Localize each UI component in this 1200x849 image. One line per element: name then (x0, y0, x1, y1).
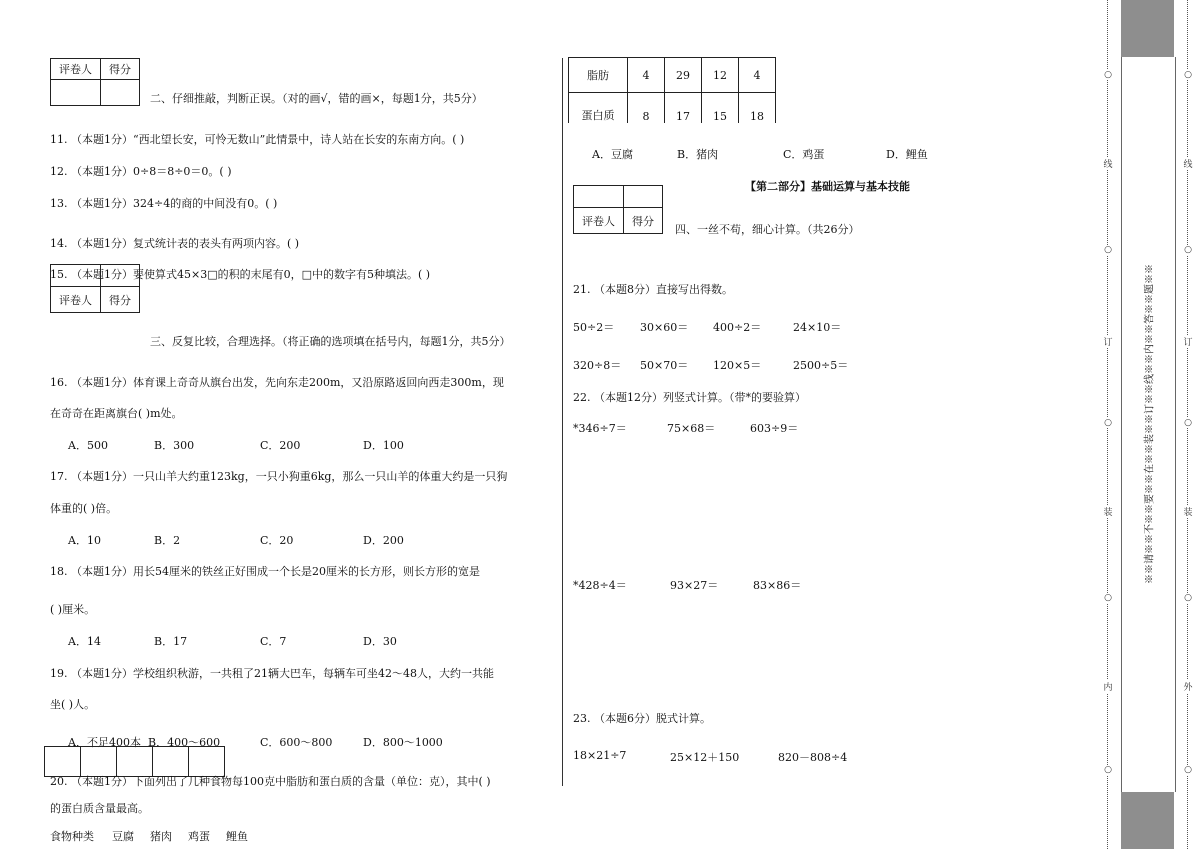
binding-label: 线 (1181, 157, 1195, 170)
food-header-tofu: 豆腐 (112, 830, 134, 843)
option-c[interactable]: C．7 (260, 635, 287, 648)
option-a[interactable]: A．豆腐 (592, 148, 633, 161)
calc-item: 120×5＝ (713, 359, 762, 372)
score-box-section3 (50, 264, 140, 313)
binding-circle: ○ (1101, 593, 1115, 603)
reviewer-label: 评卷人 (574, 208, 624, 234)
calc-item: 2500÷5＝ (793, 359, 849, 372)
calc-item: 93×27＝ (670, 579, 719, 592)
question-19-line2: 坐( )人。 (50, 698, 96, 711)
protein-label: 蛋白质 (569, 93, 628, 123)
score-label: 得分 (101, 287, 140, 313)
food-nutrition-table: 脂肪 4 29 12 4 蛋白质 8 17 15 18 (568, 57, 776, 123)
binding-label: 内 (1101, 680, 1115, 693)
binding-gray-top (1121, 0, 1174, 57)
calc-item: 30×60＝ (640, 321, 689, 334)
score-cell[interactable] (101, 265, 140, 287)
option-b[interactable]: B．2 (154, 534, 181, 547)
option-b[interactable]: B．17 (154, 635, 188, 648)
reviewer-cell[interactable] (574, 186, 624, 208)
question-18-line2: ( )厘米。 (50, 603, 96, 616)
binding-circle: ○ (1181, 70, 1195, 80)
option-c[interactable]: C．200 (260, 439, 301, 452)
question-18-line1: 18. （本题1分）用长54厘米的铁丝正好围成一个长是20厘米的长方形，则长方形的宽是 (50, 565, 480, 578)
calc-item: 50÷2＝ (573, 321, 615, 334)
calc-item: 83×86＝ (753, 579, 802, 592)
score-box-section2 (50, 58, 140, 106)
score-cell[interactable] (624, 186, 663, 208)
option-c[interactable]: C．600～800 (260, 736, 333, 749)
option-a[interactable]: A．10 (68, 534, 101, 547)
question-16-line2: 在奇奇在距离旗台( )m处。 (50, 407, 183, 420)
option-d[interactable]: D．100 (363, 439, 404, 452)
section2-title: 二、仔细推敲，判断正误。（对的画√，错的画×，每题1分，共5分） (150, 92, 483, 105)
food-header-egg: 鸡蛋 (188, 830, 210, 843)
question-16-line1: 16. （本题1分）体育课上奇奇从旗台出发，先向东走200m，又沿原路返回向西走300m，现 (50, 376, 504, 389)
option-d[interactable]: D．鲤鱼 (886, 148, 928, 161)
binding-label: 订 (1101, 335, 1115, 348)
question-20-line1: 20. （本题1分）下面列出了几种食物每100克中脂肪和蛋白质的含量（单位：克），其中( ) (50, 775, 491, 788)
binding-label: 订 (1181, 335, 1195, 348)
binding-label: 装 (1181, 505, 1195, 518)
binding-circle: ○ (1101, 418, 1115, 428)
calc-item: 75×68＝ (667, 422, 716, 435)
calc-item: 320÷8＝ (573, 359, 622, 372)
inner-binding-line (1101, 0, 1115, 849)
question-17-line1: 17. （本题1分）一只山羊大约重123kg，一只小狗重6kg，那么一只山羊的体重大约是一只狗 (50, 470, 508, 483)
binding-label: 装 (1101, 505, 1115, 518)
part2-title: 【第二部分】基础运算与基本技能 (745, 180, 910, 193)
score-cell[interactable] (101, 80, 140, 106)
binding-label: 线 (1101, 157, 1115, 170)
binding-notice: ※※请※※不※※要※※在※※装※※订※※线※※内※※答※※题※※ (1144, 264, 1156, 584)
option-b[interactable]: B．猪肉 (677, 148, 719, 161)
fat-label: 脂肪 (569, 58, 628, 93)
reviewer-cell[interactable] (51, 265, 101, 287)
calc-item: 25×12＋150 (670, 751, 740, 764)
binding-circle: ○ (1101, 765, 1115, 775)
question-11: 11. （本题1分）“西北望长安，可怜无数山”此情景中，诗人站在长安的东南方向。( ) (50, 133, 465, 146)
column-divider (562, 58, 563, 786)
food-header-category: 食物种类 (50, 830, 94, 843)
option-b[interactable]: B．300 (154, 439, 195, 452)
score-label: 得分 (101, 59, 140, 80)
calc-item: 50×70＝ (640, 359, 689, 372)
reviewer-cell[interactable] (51, 80, 101, 106)
option-d[interactable]: D．30 (363, 635, 397, 648)
score-label: 得分 (624, 208, 663, 234)
question-23-title: 23. （本题6分）脱式计算。 (573, 712, 711, 725)
option-d[interactable]: D．200 (363, 534, 404, 547)
question-12: 12. （本题1分）0÷8＝8÷0＝0。( ) (50, 165, 232, 178)
binding-circle: ○ (1101, 245, 1115, 255)
calc-item: 18×21÷7 (573, 749, 627, 762)
option-d[interactable]: D．800～1000 (363, 736, 443, 749)
outer-binding-line (1181, 0, 1195, 849)
option-c[interactable]: C．20 (260, 534, 294, 547)
question-15: 15. （本题1分）要使算式45×3□的积的末尾有0，□中的数字有5种填法。( ) (50, 268, 431, 281)
binding-circle: ○ (1181, 245, 1195, 255)
section4-title: 四、一丝不苟，细心计算。（共26分） (675, 223, 860, 236)
calc-item: 24×10＝ (793, 321, 842, 334)
binding-circle: ○ (1181, 418, 1195, 428)
question-21-title: 21. （本题8分）直接写出得数。 (573, 283, 733, 296)
question-22-title: 22. （本题12分）列竖式计算。（带*的要验算） (573, 391, 806, 404)
reviewer-label: 评卷人 (51, 59, 101, 80)
binding-circle: ○ (1181, 593, 1195, 603)
question-13: 13. （本题1分）324÷4的商的中间没有0。( ) (50, 197, 278, 210)
section3-title: 三、反复比较，合理选择。（将正确的选项填在括号内，每题1分，共5分） (150, 335, 511, 348)
reviewer-label: 评卷人 (51, 287, 101, 313)
food-header-carp: 鲤鱼 (226, 830, 248, 843)
option-a[interactable]: A．不足400本 (68, 736, 141, 749)
question-20-line2: 的蛋白质含量最高。 (50, 802, 149, 815)
binding-label: 外 (1181, 680, 1195, 693)
question-14: 14. （本题1分）复式统计表的表头有两项内容。( ) (50, 237, 300, 250)
option-a[interactable]: A．500 (68, 439, 108, 452)
question-19-line1: 19. （本题1分）学校组织秋游，一共租了21辆大巴车，每辆车可坐42～48人，大约一共能 (50, 667, 494, 680)
binding-circle: ○ (1101, 70, 1115, 80)
calc-item: 820－808÷4 (778, 751, 848, 764)
food-header-pork: 猪肉 (150, 830, 172, 843)
score-box-section4 (573, 185, 663, 234)
option-a[interactable]: A．14 (68, 635, 101, 648)
option-c[interactable]: C．鸡蛋 (783, 148, 825, 161)
calc-item: *346÷7＝ (573, 422, 627, 435)
binding-circle: ○ (1181, 765, 1195, 775)
calc-item: *428÷4＝ (573, 579, 627, 592)
question-17-line2: 体重的( )倍。 (50, 502, 118, 515)
calc-item: 400÷2＝ (713, 321, 762, 334)
calc-item: 603÷9＝ (750, 422, 799, 435)
option-b[interactable]: B．400～600 (148, 736, 221, 749)
binding-gray-bottom (1121, 792, 1174, 849)
